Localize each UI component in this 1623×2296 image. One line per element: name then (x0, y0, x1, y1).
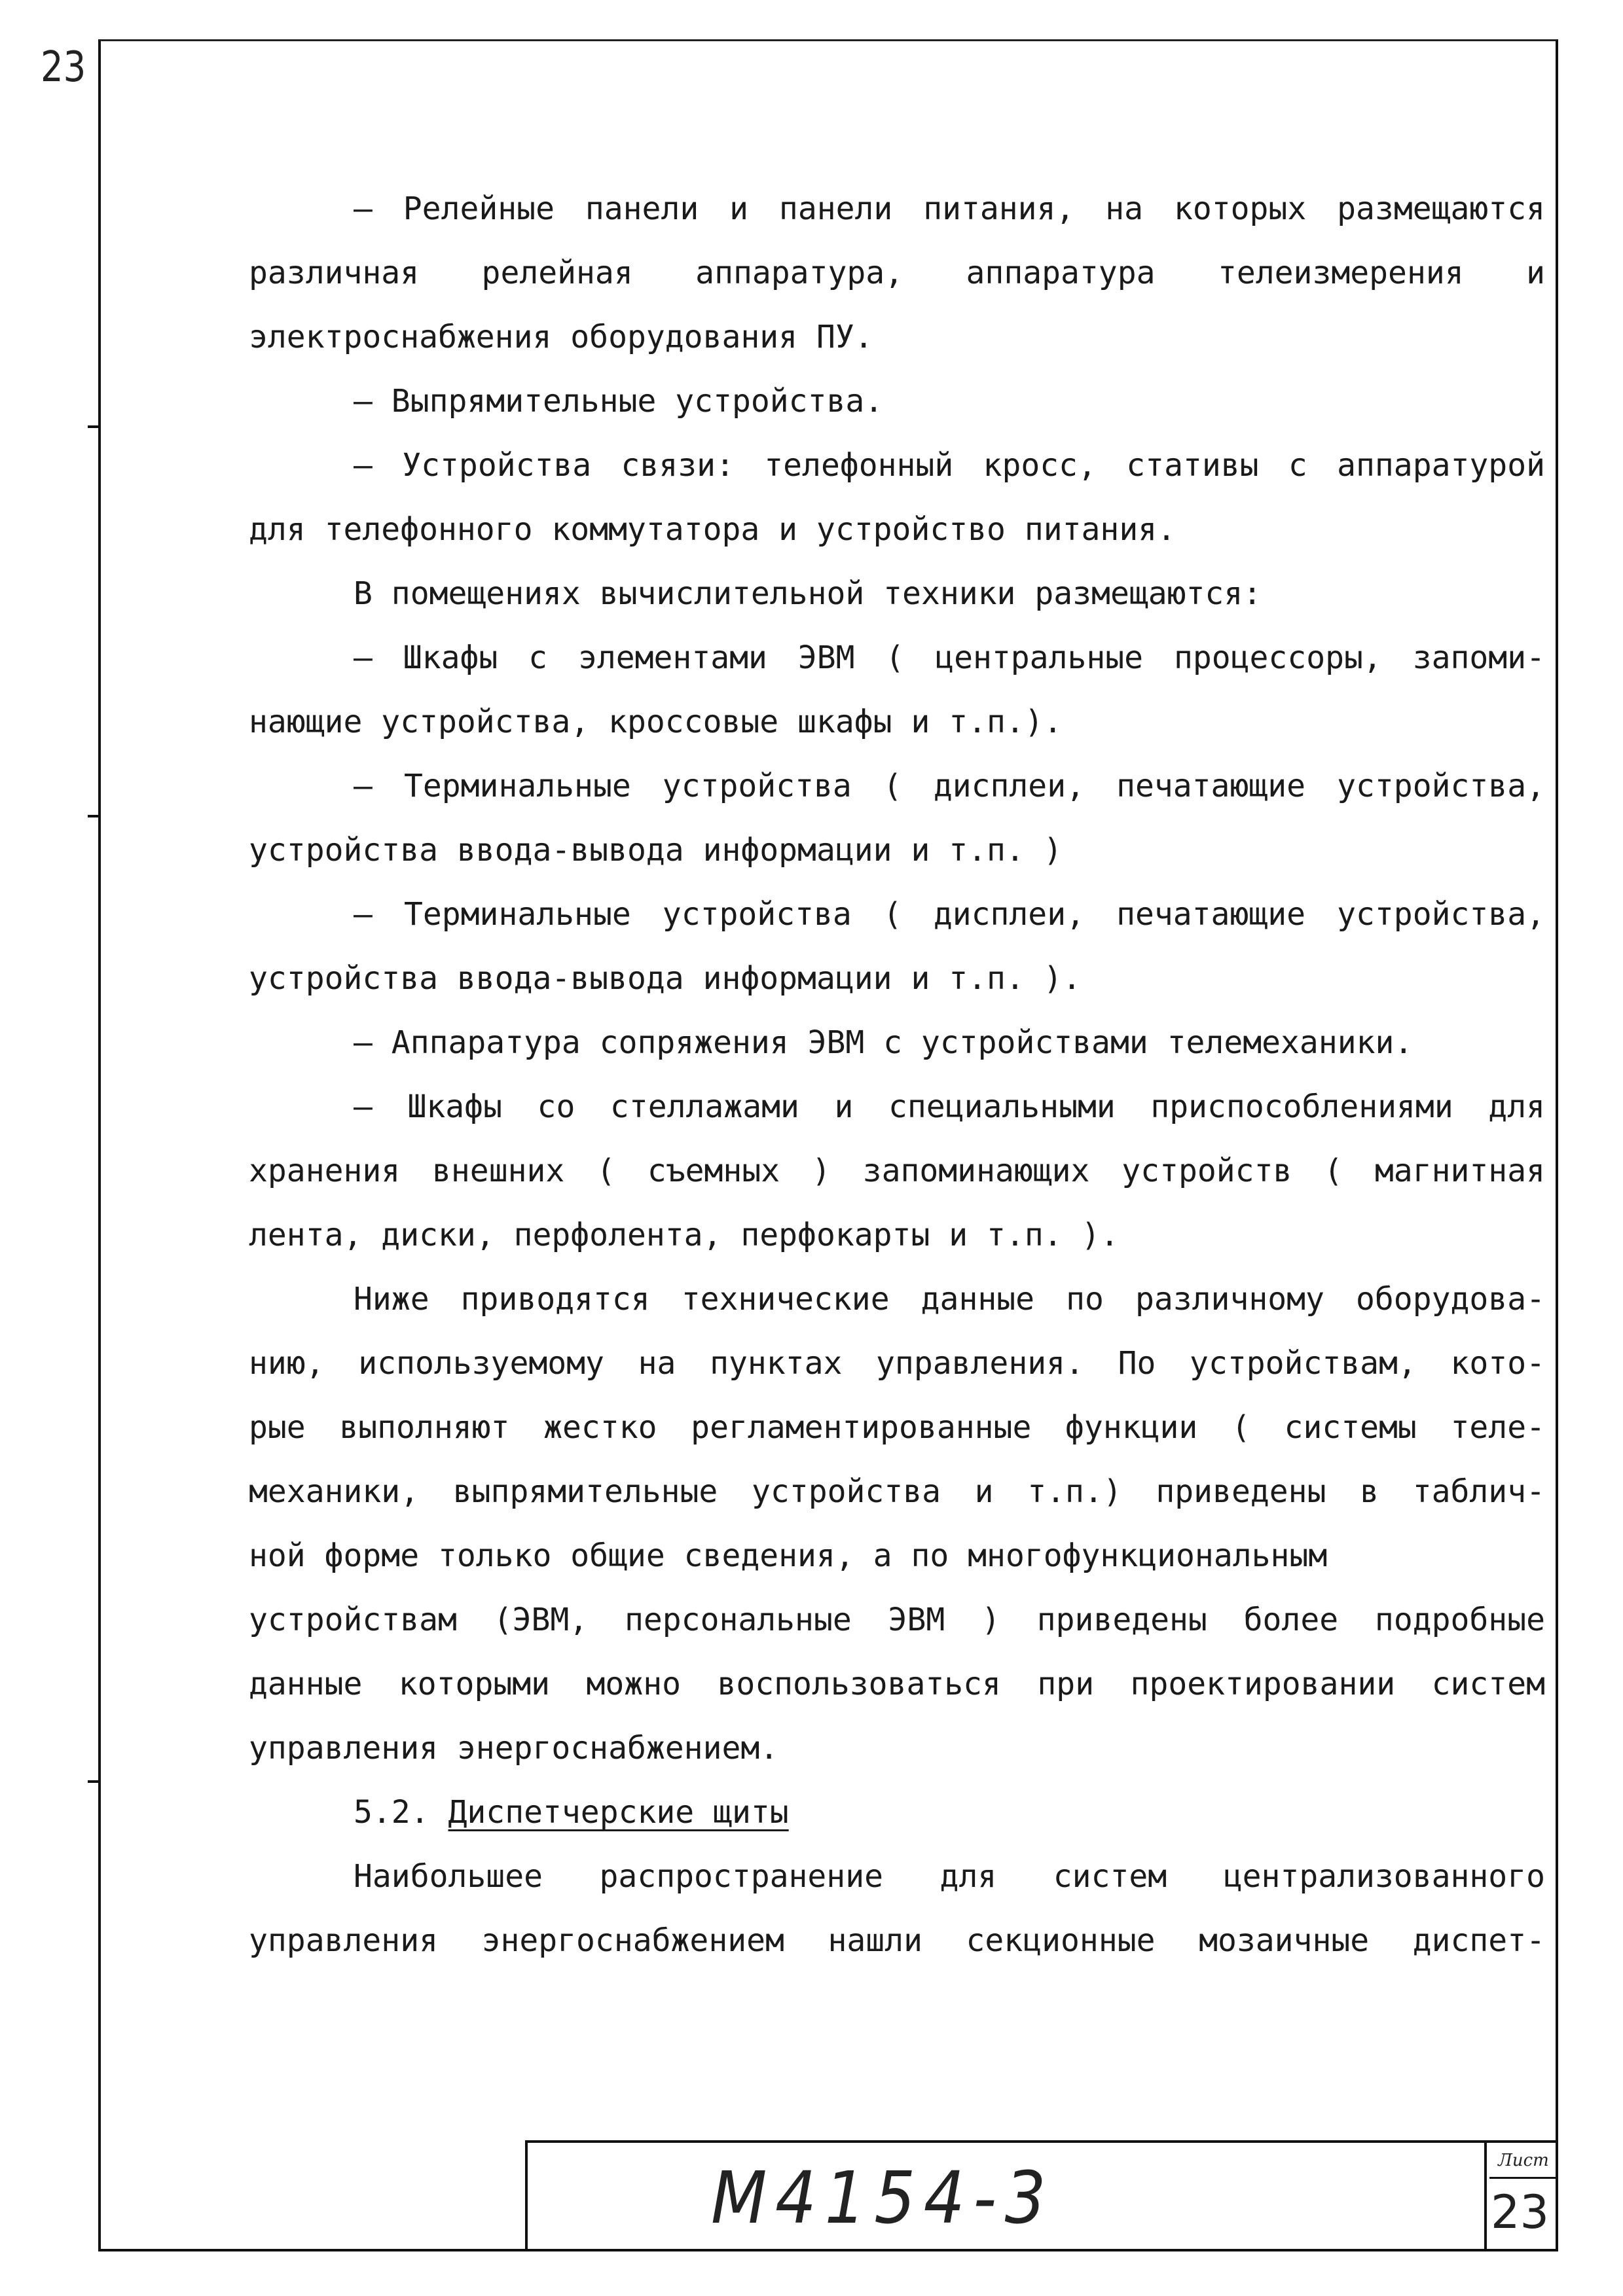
text-line: В помещениях вычислительной техники размещаются: (354, 575, 1262, 612)
title-block (525, 2140, 1558, 2250)
text-line: нию, используемому на пунктах управления. По устройствам, кото- (249, 1345, 1545, 1382)
text-line: лента, диски, перфолента, перфокарты и т.п. ). (249, 1217, 1120, 1253)
text-line: электроснабжения оборудования ПУ. (249, 319, 873, 355)
text-line: Наибольшее распространение для систем централизованного (354, 1858, 1545, 1895)
text-line: устройствам (ЭВМ, персональные ЭВМ ) приведены более подробные (249, 1602, 1545, 1638)
text-line: – Шкафы со стеллажами и специальными приспособлениями для (354, 1088, 1545, 1125)
text-line: управления энергоснабжением. (249, 1730, 779, 1767)
text-line: – Выпрямительные устройства. (354, 383, 884, 420)
section-title: Диспетчерские щиты (448, 1794, 789, 1831)
text-line: ной форме только общие сведения, а по многофункциональным (249, 1537, 1328, 1574)
text-line: Ниже приводятся технические данные по различному оборудова- (354, 1281, 1545, 1318)
margin-tick (88, 815, 100, 817)
text-line: – Аппаратура сопряжения ЭВМ с устройствами телемеханики. (354, 1024, 1413, 1061)
document-code: М4154-3 (711, 2156, 1055, 2240)
text-line: устройства ввода-вывода информации и т.п. ) (249, 832, 1063, 869)
section-heading (249, 1780, 1545, 1844)
text-line: – Шкафы с элементами ЭВМ ( центральные процессоры, запоми- (354, 639, 1545, 676)
text-line: механики, выпрямительные устройства и т.п.) приведены в таблич- (249, 1473, 1545, 1510)
text-line: – Терминальные устройства ( дисплеи, печатающие устройства, (354, 896, 1545, 933)
corner-page-number: 23 (41, 43, 86, 92)
section-number: 5.2. (354, 1794, 429, 1831)
text-line: нающие устройства, кроссовые шкафы и т.п.). (249, 704, 1063, 740)
text-line: устройства ввода-вывода информации и т.п. ). (249, 960, 1082, 997)
text-line: хранения внешних ( съемных ) запоминающих устройств ( магнитная (249, 1153, 1545, 1189)
text-line: различная релейная аппаратура, аппаратура телеизмерения и (249, 255, 1545, 291)
sheet-cell (1484, 2143, 1558, 2250)
text-line: – Устройства связи: телефонный кросс, стативы с аппаратурой (354, 447, 1545, 484)
text-line: рые выполняют жестко регламентированные функции ( системы теле- (249, 1409, 1545, 1446)
margin-tick (88, 1780, 100, 1783)
text-line: управления энергоснабжением нашли секционные мозаичные диспет- (249, 1922, 1545, 1959)
margin-tick (88, 425, 100, 428)
text-line: для телефонного коммутатора и устройство питания. (249, 511, 1176, 548)
text-line: – Терминальные устройства ( дисплеи, печатающие устройства, (354, 768, 1545, 804)
document-body (249, 177, 1545, 1973)
text-line: – Релейные панели и панели питания, на которых размещаются (354, 190, 1545, 227)
text-line: данные которыми можно воспользоваться при проектировании систем (249, 1666, 1545, 1702)
sheet-number: 23 (1491, 2185, 1550, 2239)
sheet-label: Лист (1489, 2144, 1558, 2179)
